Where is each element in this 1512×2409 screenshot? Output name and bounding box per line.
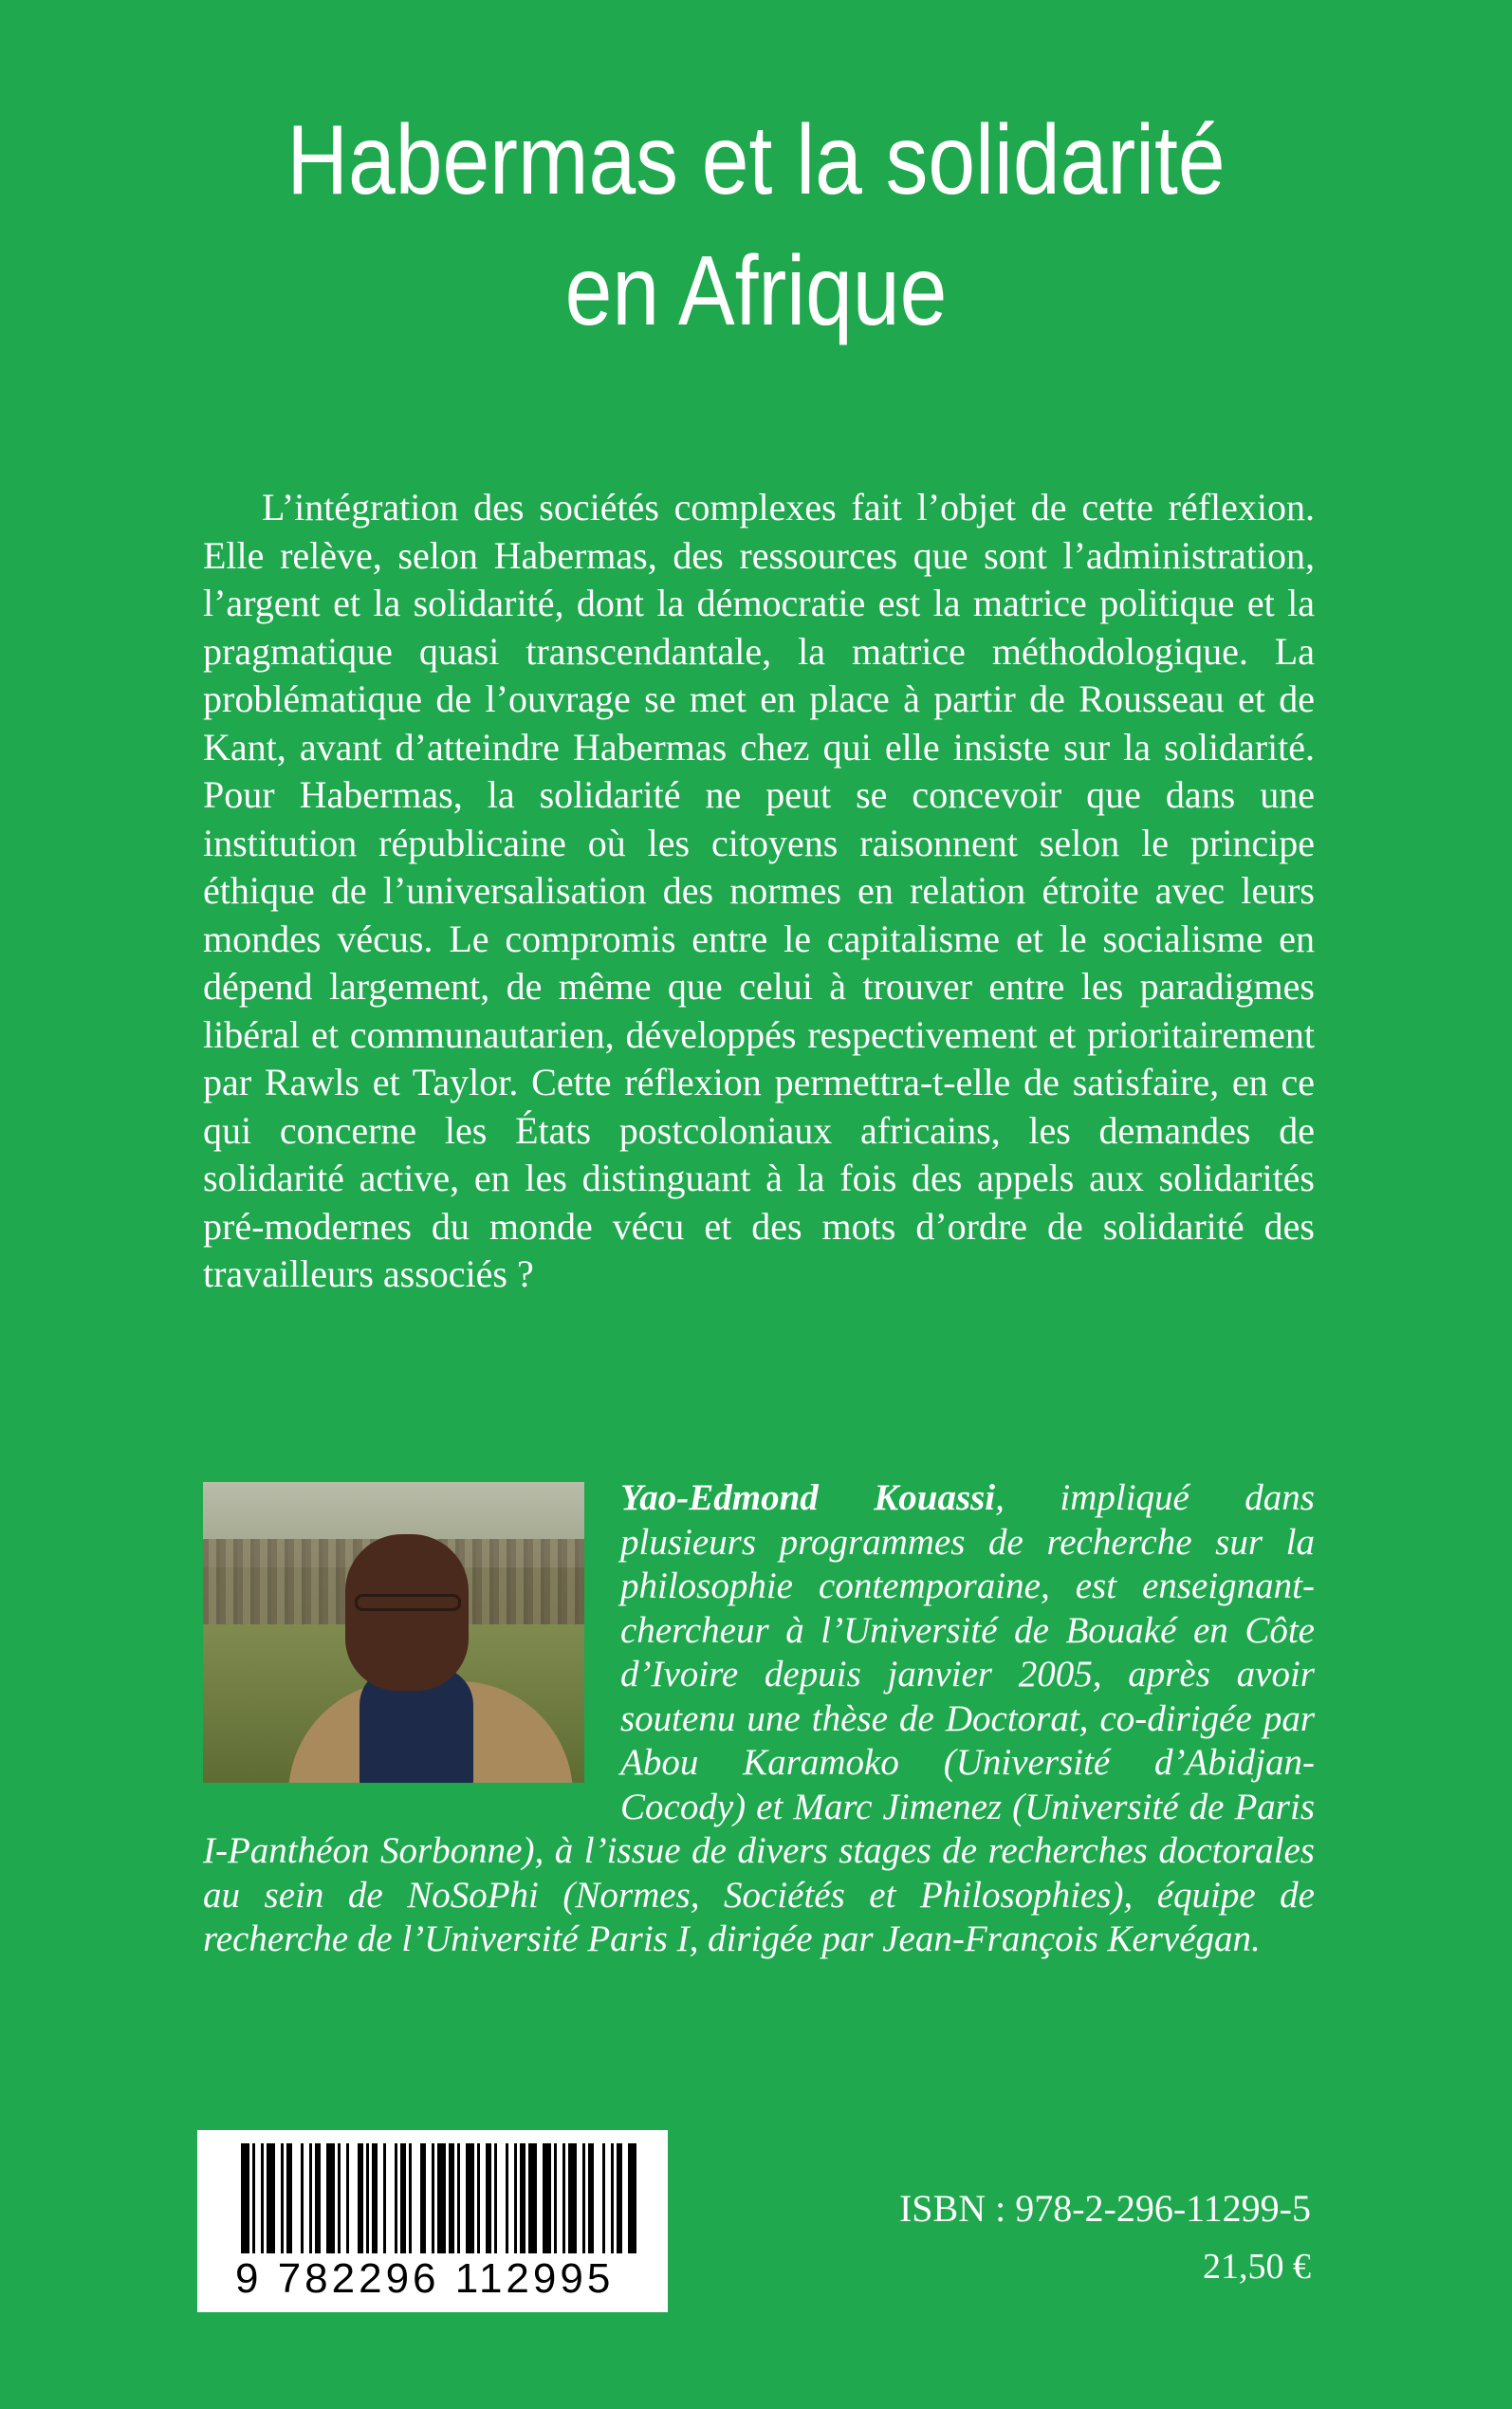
blurb-paragraph: L’intégration des sociétés complexes fait l’objet de cette réflexion. Elle relève, selon Habermas, des ressources que sont l’administration, l’argent et la solidarité, dont la démocratie est la matrice politique et la pragmatique quasi transcendantale, la matrice méthodologique. La problématique de l’ouvrage se met en place à partir de Rousseau et de Kant, avant d’atteindre Habermas chez qui elle insiste sur la solidarité. Pour Habermas, la solidarité ne peut se concevoir que dans une institution républicaine où les citoyens raisonnent selon le principe éthique de l’universalisation des normes en relation étroite avec leurs mondes vécus. Le compromis entre le capitalisme et le socialisme en dépend largement, de même que celui à trouver entre les paradigmes libéral et communautarien, développés respectivement et prioritairement par Rawls et Taylor. Cette réflexion permettra-t-elle de satisfaire, en ce qui concerne les États postcoloniaux africains, les demandes de solidarité active, en les distinguant à la fois des appels aux solidarités pré-modernes du monde vécu et des mots d’ordre de solidarité des travailleurs associés ? bbox=[203, 486, 1315, 1295]
barcode-bar bbox=[602, 2143, 605, 2253]
barcode-bar bbox=[346, 2143, 349, 2253]
barcode-bar bbox=[514, 2143, 517, 2253]
barcode-bar bbox=[301, 2143, 304, 2253]
barcode-bar bbox=[309, 2143, 312, 2253]
barcode-bar bbox=[562, 2143, 565, 2253]
barcode-bar bbox=[628, 2143, 636, 2253]
barcode-bar bbox=[252, 2143, 255, 2253]
book-title bbox=[204, 95, 1308, 357]
barcode-bar bbox=[477, 2143, 480, 2253]
barcode-bar bbox=[383, 2143, 386, 2253]
barcode-bar bbox=[520, 2143, 526, 2253]
barcode-bar bbox=[366, 2143, 369, 2253]
barcode-bar bbox=[358, 2143, 363, 2253]
barcode-bar bbox=[437, 2143, 446, 2253]
barcode-bar bbox=[261, 2143, 264, 2253]
barcode-bar bbox=[432, 2143, 434, 2253]
barcode-digits: 9 782296 112995 bbox=[235, 2255, 615, 2302]
barcode-bar bbox=[568, 2143, 577, 2253]
title-line-2: en Afrique bbox=[564, 236, 948, 346]
barcode-bar bbox=[338, 2143, 341, 2253]
isbn-number: ISBN : 978-2-296-11299-5 bbox=[898, 2187, 1311, 2230]
barcode-bar bbox=[617, 2143, 622, 2253]
barcode-bar bbox=[543, 2143, 551, 2253]
price-label: 21,50 € bbox=[1203, 2247, 1311, 2287]
barcode bbox=[197, 2130, 668, 2312]
barcode-bar bbox=[449, 2143, 454, 2253]
barcode-bar bbox=[486, 2143, 491, 2253]
barcode-bar bbox=[409, 2143, 412, 2253]
barcode-bar bbox=[326, 2143, 335, 2253]
barcode-bar bbox=[267, 2143, 275, 2253]
barcode-bar bbox=[286, 2143, 292, 2253]
barcode-bar bbox=[281, 2143, 284, 2253]
barcode-bar bbox=[582, 2143, 585, 2253]
barcode-bar bbox=[466, 2143, 474, 2253]
author-bio-text: , impliqué dans plusieurs programmes de recherche sur la philosophie contemporaine, est enseignant-chercheur à l’Université de Bouaké en Côte d’Ivoire depuis janvier 2005, après avoir soutenu une thèse de Doctorat, co-dirigée par Abou Karamoko (Université d’Abidjan-Cocody) et Marc Jimenez (Université de Paris I-Panthéon Sorbonne), à l’issue de divers stages de recherches doctorales au sein de NoSoPhi (Normes, Sociétés et Philosophies), équipe de recherche de l’Université Paris I, dirigée par Jean-François Kervégan. bbox=[203, 1477, 1315, 1959]
title-line-1: Habermas et la solidarité bbox=[286, 105, 1226, 215]
barcode-bar bbox=[554, 2143, 557, 2253]
barcode-bar bbox=[506, 2143, 508, 2253]
barcode-bar bbox=[395, 2143, 397, 2253]
barcode-bar bbox=[494, 2143, 497, 2253]
barcode-bar bbox=[241, 2143, 249, 2253]
barcode-bar bbox=[528, 2143, 537, 2253]
barcode-bar bbox=[457, 2143, 460, 2253]
author-photo bbox=[203, 1482, 584, 1783]
barcode-bar bbox=[420, 2143, 426, 2253]
barcode-bar bbox=[611, 2143, 614, 2253]
barcode-bar bbox=[315, 2143, 321, 2253]
barcode-bar bbox=[588, 2143, 594, 2253]
barcode-bar bbox=[400, 2143, 406, 2253]
author-bio-section bbox=[203, 1476, 1315, 1962]
author-name: Yao-Edmond Kouassi bbox=[620, 1477, 996, 1518]
barcode-bar bbox=[372, 2143, 378, 2253]
